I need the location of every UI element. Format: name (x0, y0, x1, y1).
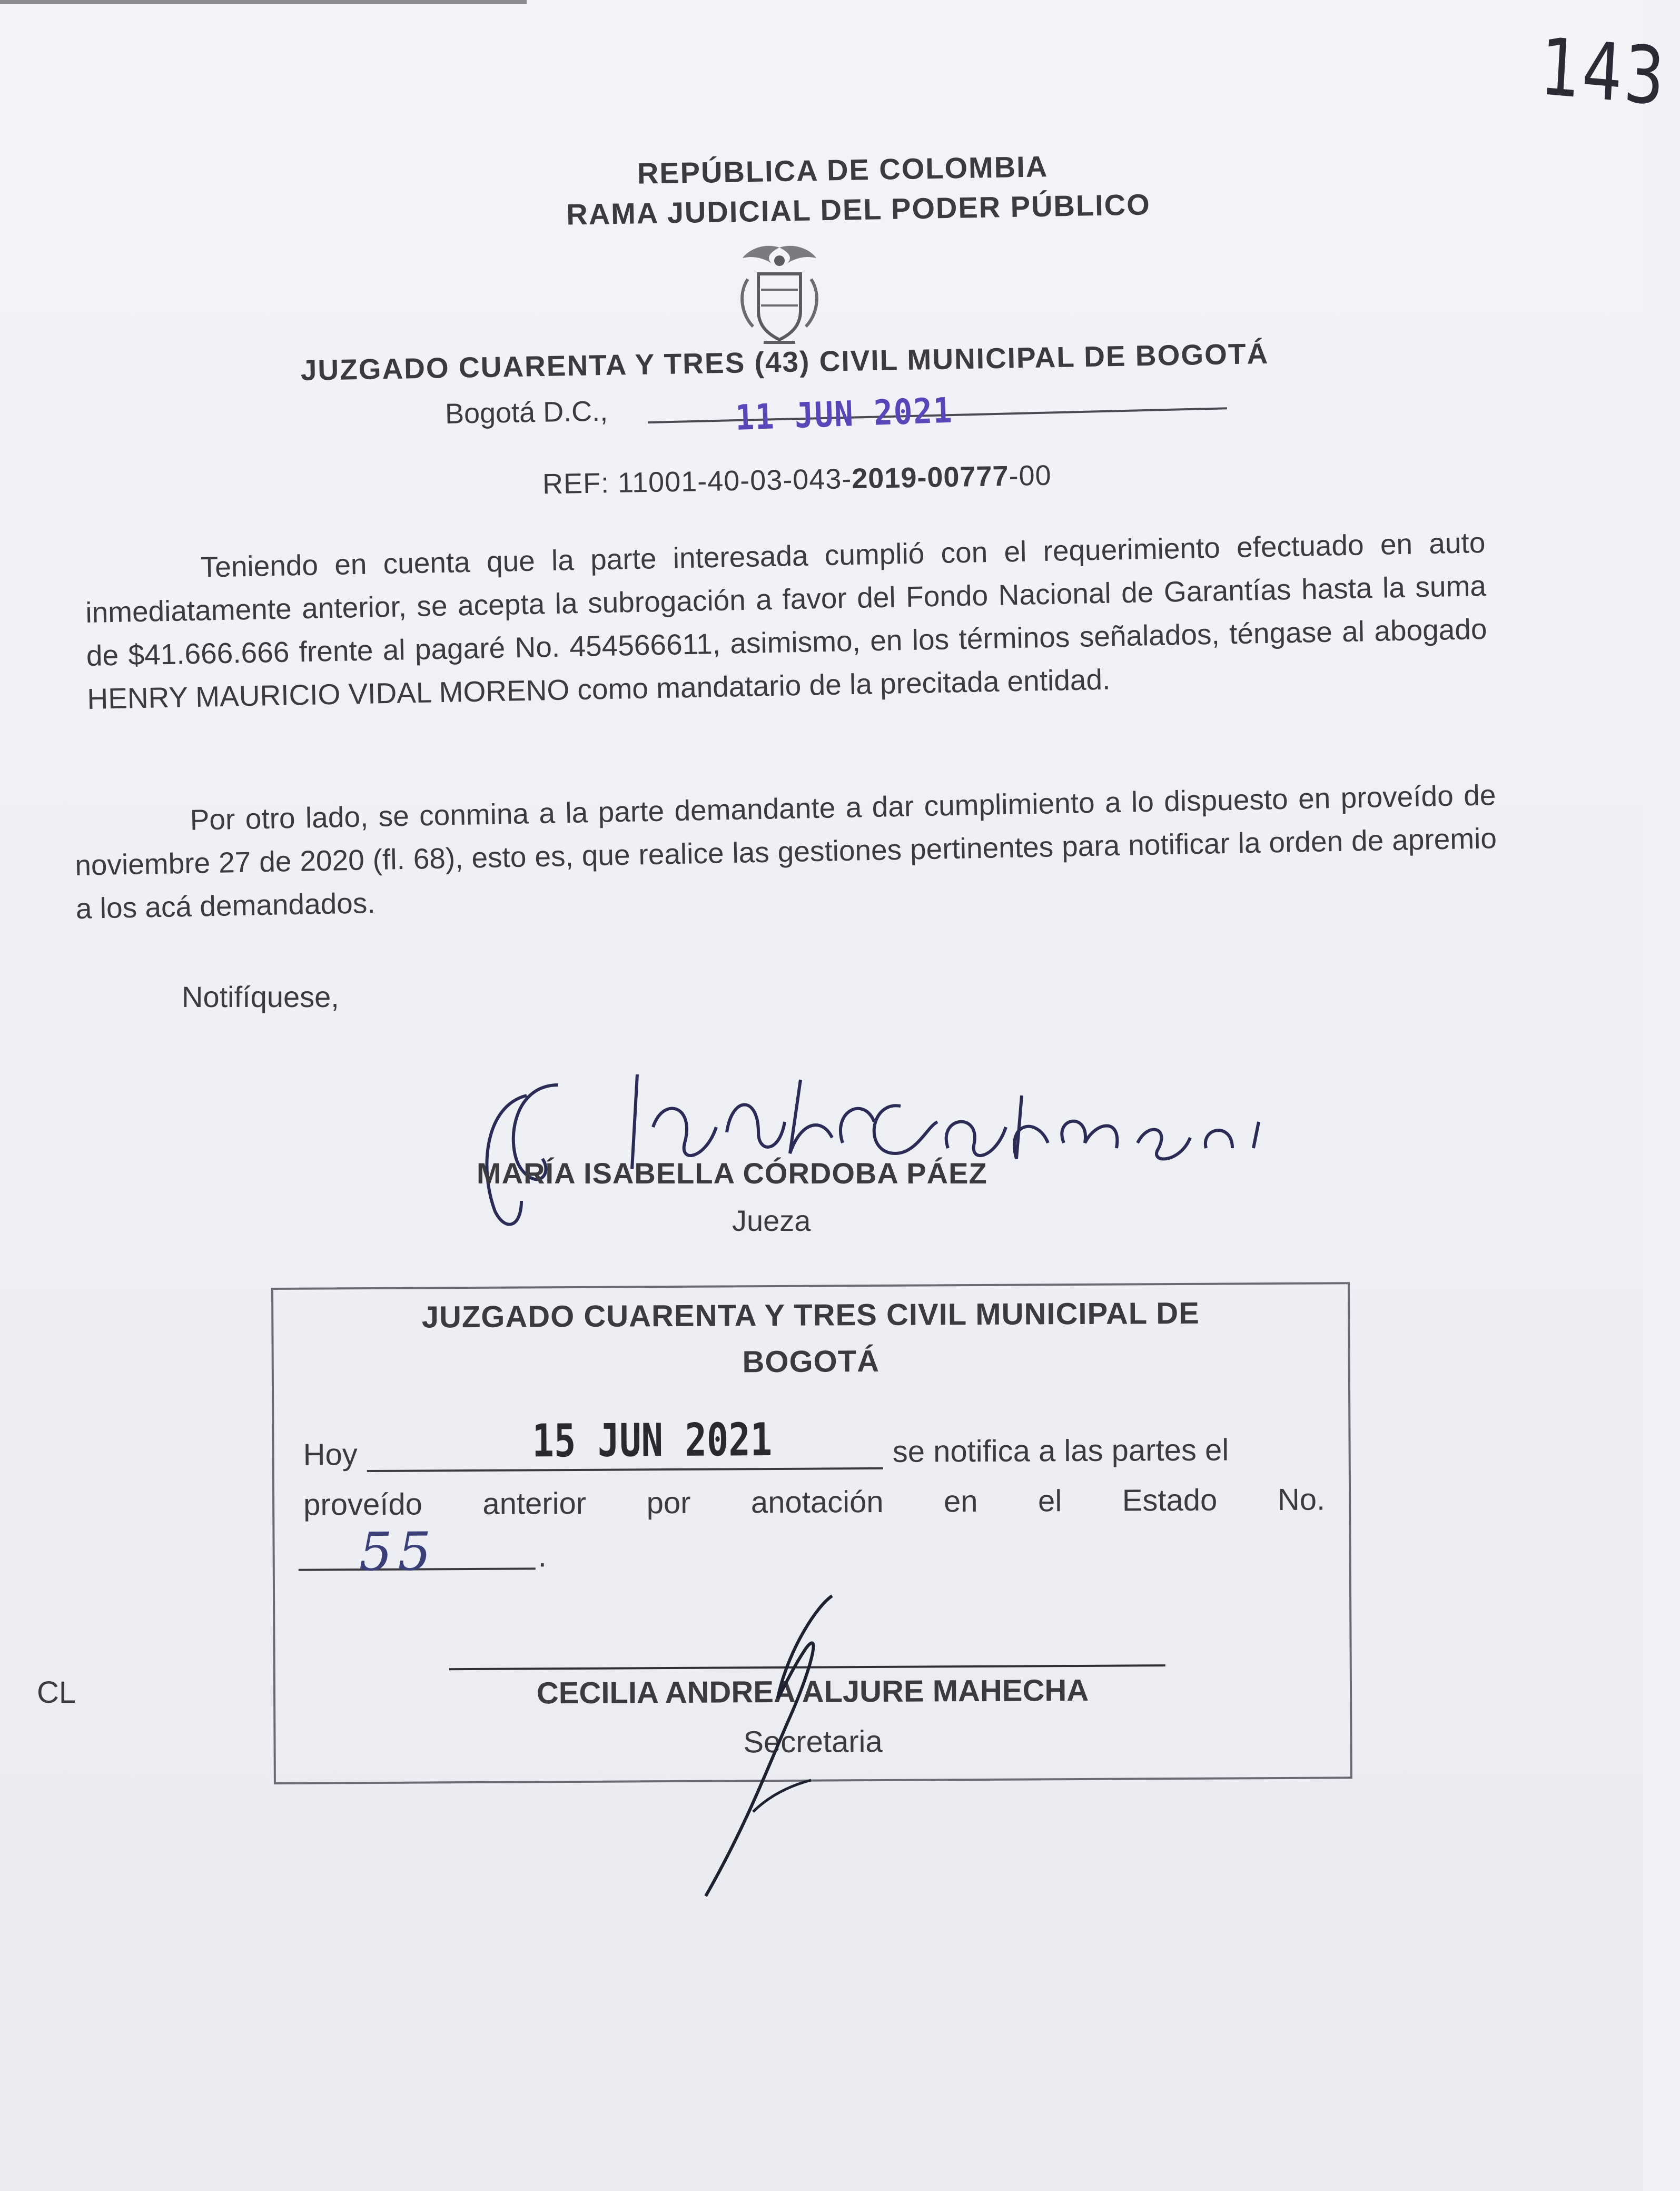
notification-line1-rest: se notifica a las partes el (892, 1433, 1229, 1469)
notification-court-title (273, 1289, 1348, 1388)
hoy-date-stamp: 15 JUN 2021 (532, 1414, 773, 1468)
reference-case-number: 2019-00777 (851, 460, 1010, 495)
estado-period: . (538, 1539, 547, 1574)
header-judicial-branch: RAMA JUDICIAL DEL PODER PÚBLICO (566, 187, 1151, 231)
secretary-signature-icon (685, 1585, 843, 1901)
notification-court-line2: BOGOTÁ (742, 1344, 880, 1379)
notification-line-2: proveído anterior por anotación en el Estado No. (303, 1482, 1326, 1522)
date-line (444, 395, 608, 430)
author-initials: CL (37, 1675, 76, 1710)
body-paragraph-1: Teniendo en cuenta que la parte interesada cumplió con el requerimiento efectuado en auto inmediatamente anterior, se acepta la subrogación a favor del Fondo Nacional de Garantías hasta la suma de $41.666.666 frente al pagaré No. 454566611, asimismo, en los términos señalados, téngase al abogado HENRY MAURICIO VIDAL MORENO como mandatario de la precitada entidad. (85, 526, 1488, 715)
page-edge-shadow (0, 0, 527, 4)
hoy-label: Hoy (303, 1437, 358, 1472)
court-name: JUZGADO CUARENTA Y TRES (43) CIVIL MUNICIPAL DE BOGOTÁ (300, 337, 1269, 387)
secretary-title: Secretaria (743, 1724, 883, 1760)
notification-line-1 (303, 1432, 1335, 1472)
header-republic: REPÚBLICA DE COLOMBIA (637, 150, 1049, 190)
colombia-coat-of-arms-icon (722, 237, 837, 353)
secretary-name: CECILIA ANDREA ALJURE MAHECHA (536, 1673, 1089, 1711)
judge-title: Jueza (732, 1204, 811, 1237)
closing-notify: Notifíquese, (182, 980, 339, 1013)
judge-signature-icon (463, 1064, 1332, 1238)
handwritten-page-number: 143 (1538, 21, 1669, 124)
reference-prefix: REF: 11001-40-03-043- (542, 463, 852, 500)
date-place: Bogotá D.C., (444, 395, 608, 430)
judge-name: MARÍA ISABELLA CÓRDOBA PÁEZ (477, 1157, 987, 1190)
stamp-date: 11 JUN 2021 (735, 390, 954, 438)
notification-court-line1: JUZGADO CUARENTA Y TRES CIVIL MUNICIPAL DE (421, 1296, 1200, 1335)
estado-number: 55 (359, 1521, 437, 1583)
reference-suffix: -00 (1009, 459, 1052, 492)
body-paragraph-2: Por otro lado, se conmina a la parte demandante a dar cumplimiento a lo dispuesto en proveído de noviembre 27 de 2020 (fl. 68), esto es, que realice las gestiones pertinentes para notificar la orden de apremio a los acá demandados. (74, 778, 1497, 925)
